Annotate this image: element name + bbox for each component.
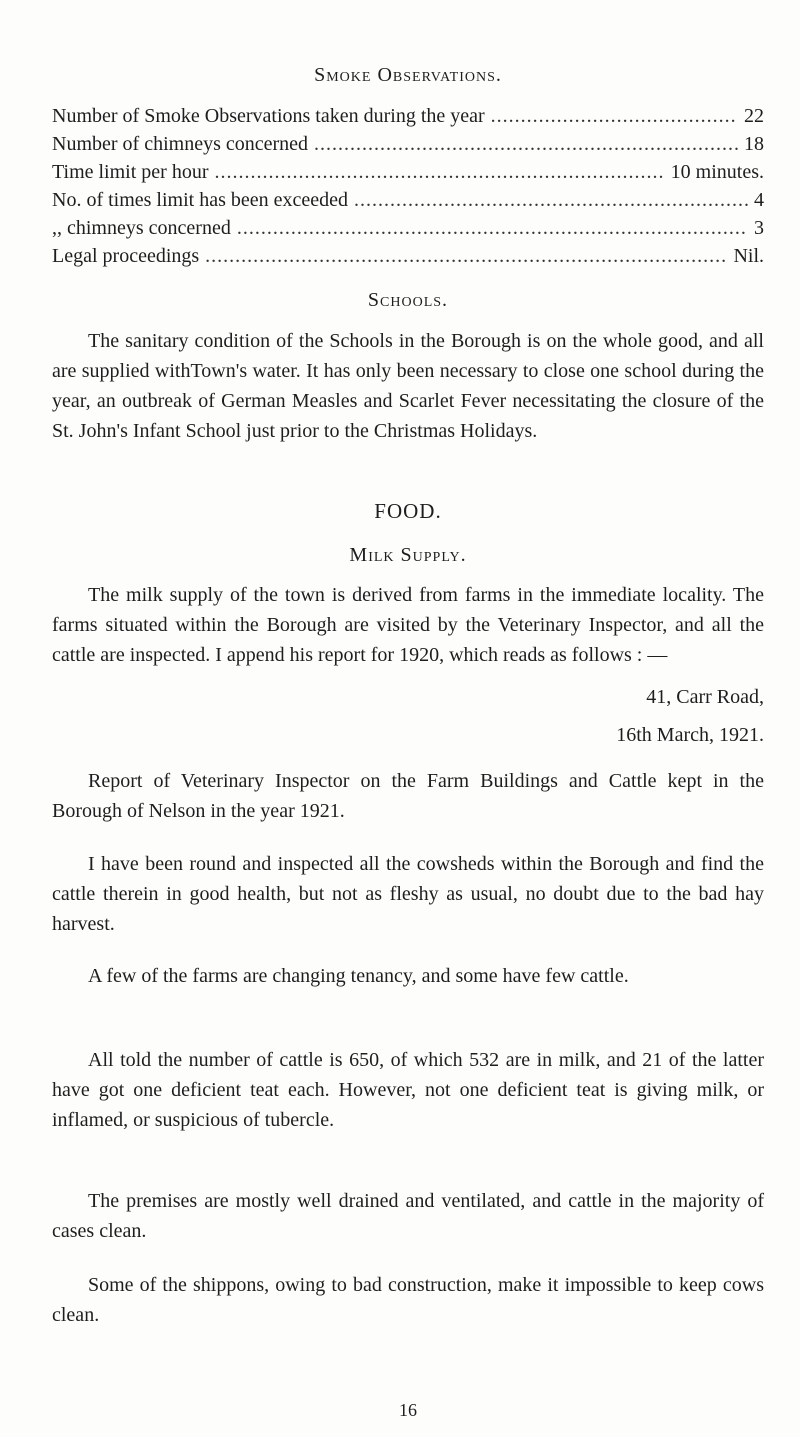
- leader-dots: [491, 103, 738, 129]
- food-heading: FOOD.: [374, 499, 442, 523]
- smoke-row-value: 10 minutes.: [670, 161, 764, 183]
- report-paragraph: All told the number of cattle is 650, of which 532 are in milk, and 21 of the latter have got one deficient teat each. However, not one deficient teat is giving milk, or inflamed, or suspicious of tubercle.: [52, 1049, 764, 1131]
- leader-dots: [354, 187, 748, 213]
- smoke-row-label: Number of chimneys concerned: [52, 133, 309, 155]
- smoke-row: [52, 243, 764, 269]
- leader-dots: [314, 131, 738, 157]
- smoke-row: [52, 103, 764, 129]
- smoke-row-label: Time limit per hour: [52, 161, 209, 183]
- letter-date: 16th March, 1921.: [616, 724, 764, 746]
- milk-supply-paragraph: The milk supply of the town is derived from farms in the immediate locality. The farms situated within the Borough are visited by the Veterinary Inspector, and all the cattle are inspected. I append his report for 1920, which reads as follows : —: [52, 584, 764, 666]
- smoke-row: [52, 131, 764, 157]
- milk-supply-heading: Milk Supply.: [349, 544, 467, 566]
- schools-heading: Schools.: [367, 289, 449, 311]
- report-paragraph: A few of the farms are changing tenancy, and some have few cattle.: [88, 965, 629, 987]
- report-paragraph: The premises are mostly well drained and ventilated, and cattle in the majority of cases clean.: [52, 1190, 764, 1242]
- schools-paragraph: The sanitary condition of the Schools in the Borough is on the whole good, and all are supplied withTown's water. It has only been necessary to close one school during the year, an outbreak of German Measles and Scarlet Fever necessitating the closure of the St. John's Infant School just prior to the Christmas Holidays.: [52, 330, 764, 442]
- page-number: 16: [399, 1400, 417, 1420]
- letter-address: 41, Carr Road,: [646, 686, 764, 708]
- smoke-row-value: 4: [754, 189, 764, 211]
- smoke-row-label: No. of times limit has been exceeded: [52, 189, 349, 211]
- smoke-row-label: ,, chimneys concerned: [52, 217, 231, 239]
- leader-dots: [205, 243, 727, 269]
- smoke-row-value: 22: [744, 105, 764, 127]
- smoke-row-label: Number of Smoke Observations taken during the year: [52, 105, 485, 127]
- smoke-row-value: 18: [744, 133, 764, 155]
- report-title: Report of Veterinary Inspector on the Farm Buildings and Cattle kept in the Borough of Nelson in the year 1921.: [52, 770, 764, 822]
- smoke-row-label: Legal proceedings: [52, 245, 200, 267]
- smoke-row: [52, 159, 764, 185]
- leader-dots: [237, 215, 748, 241]
- smoke-row: [52, 187, 764, 213]
- leader-dots: [214, 159, 664, 185]
- report-paragraph: Some of the shippons, owing to bad construction, make it impossible to keep cows clean.: [52, 1274, 764, 1326]
- document-page: [52, 0, 764, 1437]
- smoke-observations-heading: Smoke Observations.: [314, 64, 502, 86]
- smoke-row: [52, 215, 764, 241]
- report-paragraph: I have been round and inspected all the cowsheds within the Borough and find the cattle therein in good health, but not as fleshy as usual, no doubt due to the bad hay harvest.: [52, 853, 764, 935]
- smoke-row-value: 3: [754, 217, 764, 239]
- smoke-row-value: Nil.: [733, 245, 764, 267]
